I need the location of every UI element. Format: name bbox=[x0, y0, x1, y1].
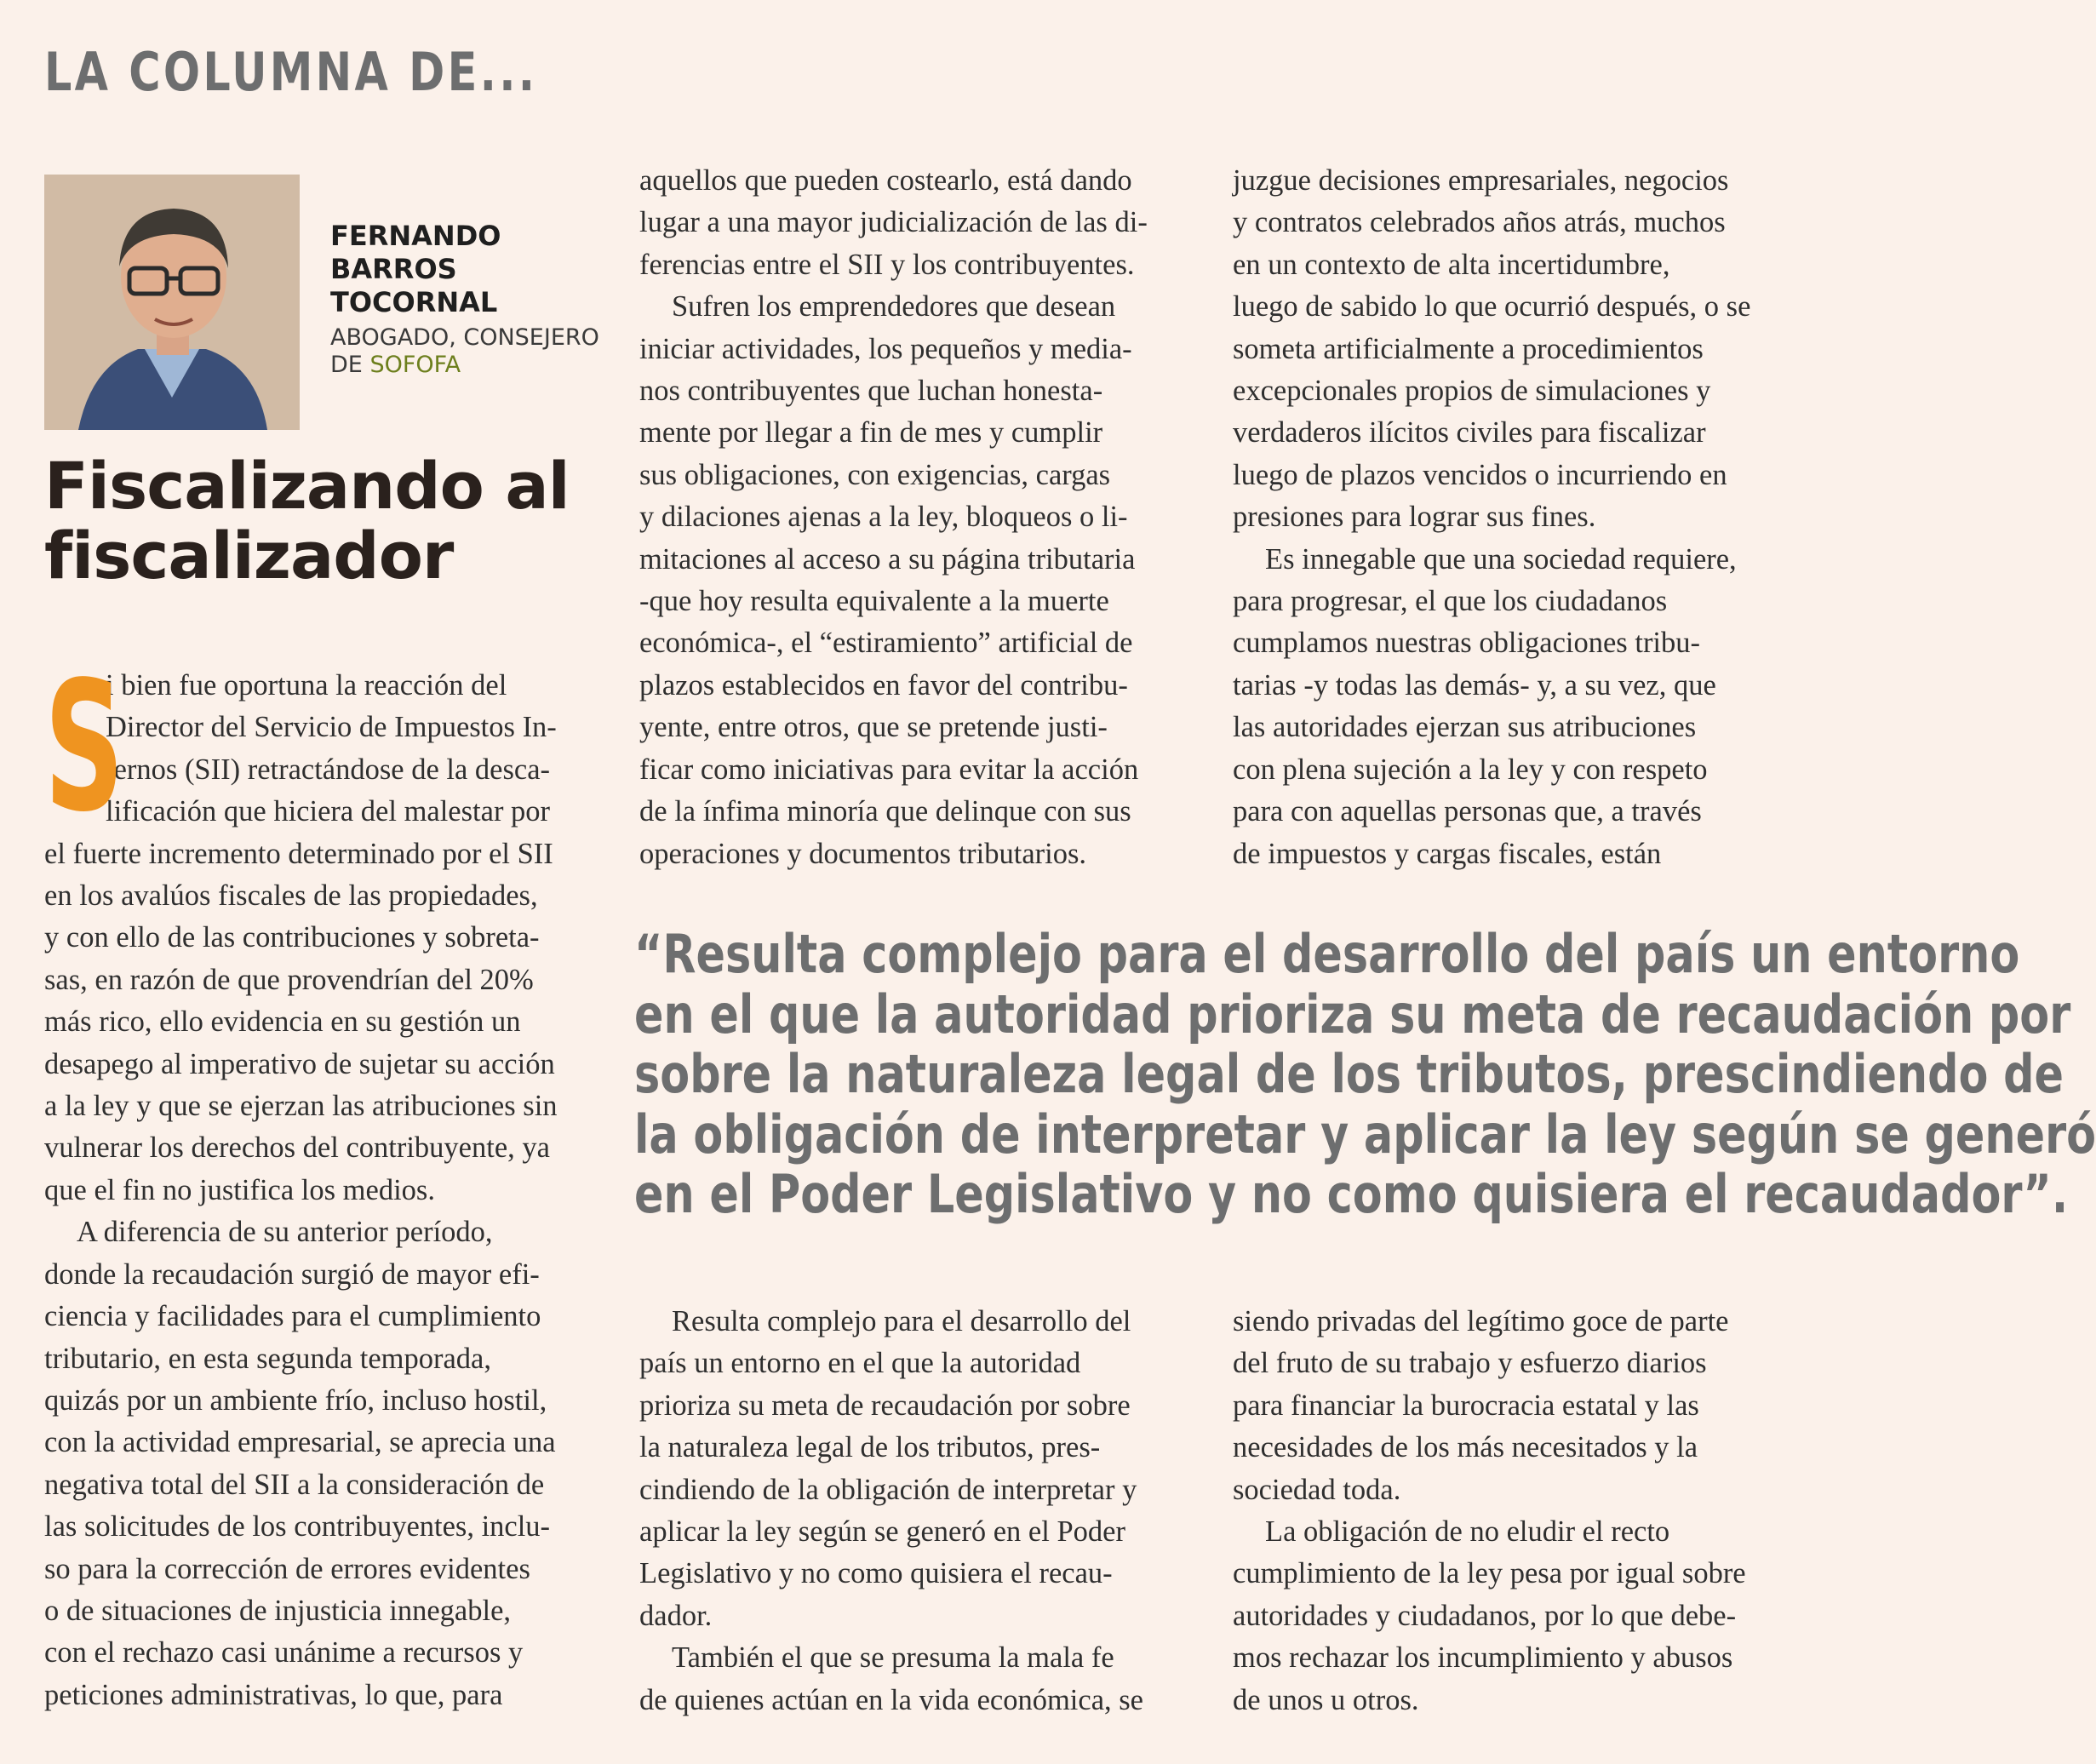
text-line: prioriza su meta de recaudación por sobre bbox=[639, 1389, 1131, 1422]
text-line: y dilaciones ajenas a la ley, bloqueos o li- bbox=[639, 501, 1128, 534]
text-line: luego de plazos vencidos o incurriendo en bbox=[1233, 458, 1727, 491]
text-line: Legislativo y no como quisiera el recau- bbox=[639, 1557, 1113, 1590]
text-line: cindiendo de la obligación de interpretar y bbox=[639, 1473, 1137, 1506]
text-line: en los avalúos fiscales de las propiedades, bbox=[44, 879, 538, 913]
paragraph bbox=[1233, 539, 1786, 875]
author-name bbox=[330, 220, 599, 319]
column-2-bottom bbox=[639, 1301, 1193, 1721]
text-line: de unos u otros. bbox=[1233, 1683, 1419, 1716]
pull-quote-line: “Resulta complejo para el desarrollo del país un entorno bbox=[634, 923, 2020, 985]
text-line: presiones para lograr sus fines. bbox=[1233, 501, 1596, 534]
author-role-line: ABOGADO, CONSEJERO bbox=[330, 324, 599, 351]
paragraph bbox=[639, 1637, 1193, 1721]
paragraph bbox=[44, 1211, 598, 1716]
headline-line: Fiscalizando al bbox=[44, 448, 570, 524]
text-line: las autoridades ejerzan sus atribuciones bbox=[1233, 711, 1697, 744]
byline bbox=[330, 220, 599, 379]
text-line: donde la recaudación surgió de mayor efi- bbox=[44, 1257, 540, 1291]
text-line: con plena sujeción a la ley y con respeto bbox=[1233, 753, 1708, 786]
text-line: mente por llegar a fin de mes y cumplir bbox=[639, 416, 1103, 450]
text-line: excepcionales propios de simulaciones y bbox=[1233, 375, 1711, 408]
text-line: ficar como iniciativas para evitar la acción bbox=[639, 753, 1139, 786]
text-line: en un contexto de alta incertidumbre, bbox=[1233, 248, 1670, 281]
text-line: plazos establecidos en favor del contribu- bbox=[639, 668, 1128, 702]
text-line: que el fin no justifica los medios. bbox=[44, 1173, 435, 1206]
paragraph bbox=[639, 160, 1193, 286]
drop-cap: S bbox=[44, 643, 124, 851]
author-photo bbox=[44, 175, 300, 430]
paragraph bbox=[639, 286, 1193, 875]
text-line: de quienes actúan en la vida económica, se bbox=[639, 1683, 1143, 1716]
text-line: so para la corrección de errores evidentes bbox=[44, 1552, 530, 1585]
text-line: a la ley y que se ejerzan las atribuciones sin bbox=[44, 1090, 558, 1123]
text-line: quizás por un ambiente frío, incluso hostil, bbox=[44, 1383, 547, 1417]
text-line: cumplamos nuestras obligaciones tribu- bbox=[1233, 627, 1701, 660]
text-line: del fruto de su trabajo y esfuerzo diarios bbox=[1233, 1347, 1707, 1380]
text-line: o de situaciones de injusticia innegable, bbox=[44, 1594, 512, 1627]
section-label: LA COLUMNA DE... bbox=[44, 41, 538, 103]
text-line: Resulta complejo para el desarrollo del bbox=[672, 1305, 1131, 1337]
text-line: ferencias entre el SII y los contribuyentes. bbox=[639, 248, 1135, 281]
text-line: de la ínfima minoría que delinque con sus bbox=[639, 795, 1131, 828]
author-portrait-image bbox=[44, 175, 300, 430]
text-line: desapego al imperativo de sujetar su acción bbox=[44, 1047, 555, 1080]
author-role bbox=[330, 324, 599, 379]
text-line: más rico, ello evidencia en su gestión un bbox=[44, 1005, 521, 1039]
text-line: mos rechazar los incumplimiento y abusos bbox=[1233, 1641, 1733, 1675]
text-line: juzgue decisiones empresariales, negocios bbox=[1233, 164, 1729, 197]
text-line: sus obligaciones, con exigencias, cargas bbox=[639, 458, 1111, 491]
text-line: i bien fue oportuna la reacción del bbox=[106, 669, 507, 702]
text-line: La obligación de no eludir el recto bbox=[1265, 1515, 1670, 1549]
text-line: con el rechazo casi unánime a recursos y bbox=[44, 1636, 524, 1670]
text-line: económica-, el “estiramiento” artificial de bbox=[639, 627, 1133, 660]
text-line: luego de sabido lo que ocurrió después, o se bbox=[1233, 290, 1751, 324]
text-line: para progresar, el que los ciudadanos bbox=[1233, 585, 1668, 618]
text-line: iniciar actividades, los pequeños y media- bbox=[639, 332, 1132, 365]
text-line: ciencia y facilidades para el cumplimiento bbox=[44, 1300, 541, 1333]
text-line: verdaderos ilícitos civiles para fiscalizar bbox=[1233, 416, 1706, 450]
text-line: aplicar la ley según se generó en el Poder bbox=[639, 1515, 1125, 1549]
pull-quote-line: sobre la naturaleza legal de los tributos, prescindiendo de bbox=[634, 1043, 2065, 1105]
text-line: Director del Servicio de Impuestos In- bbox=[106, 711, 557, 744]
column-3-bottom bbox=[1233, 1301, 1786, 1721]
text-line: necesidades de los más necesitados y la bbox=[1233, 1431, 1698, 1464]
text-line: yente, entre otros, que se pretende justi- bbox=[639, 711, 1108, 744]
text-line: nos contribuyentes que luchan honesta- bbox=[639, 375, 1103, 408]
text-line: lugar a una mayor judicialización de las di- bbox=[639, 206, 1148, 239]
text-line: y contratos celebrados años atrás, muchos bbox=[1233, 206, 1726, 239]
column-1 bbox=[44, 643, 598, 1716]
paragraph bbox=[639, 1301, 1193, 1637]
pull-quote bbox=[634, 923, 2096, 1225]
pull-quote-line: la obligación de interpretar y aplicar la ley según se generó bbox=[634, 1102, 2096, 1166]
text-line: cumplimiento de la ley pesa por igual sobre bbox=[1233, 1557, 1746, 1590]
paragraph bbox=[1233, 160, 1786, 539]
text-line: con la actividad empresarial, se aprecia una bbox=[44, 1426, 556, 1459]
author-role-prefix: DE bbox=[330, 352, 370, 378]
text-line: para financiar la burocracia estatal y las bbox=[1233, 1389, 1699, 1422]
text-line: autoridades y ciudadanos, por lo que debe- bbox=[1233, 1599, 1737, 1632]
text-line: las solicitudes de los contribuyentes, inclu- bbox=[44, 1510, 551, 1544]
text-line: tarias -y todas las demás- y, a su vez, que bbox=[1233, 668, 1716, 702]
text-line: También el que se presuma la mala fe bbox=[672, 1641, 1114, 1675]
author-name-line: TOCORNAL bbox=[330, 286, 498, 318]
text-line: Es innegable que una sociedad requiere, bbox=[1265, 542, 1737, 576]
text-line: someta artificialmente a procedimientos bbox=[1233, 332, 1704, 365]
headline bbox=[44, 448, 570, 593]
author-name-line: FERNANDO bbox=[330, 220, 501, 252]
text-line: sociedad toda. bbox=[1233, 1473, 1401, 1506]
text-line: aquellos que pueden costearlo, está dando bbox=[639, 164, 1132, 197]
text-line: ternos (SII) retractándose de la desca- bbox=[106, 753, 551, 786]
text-line: mitaciones al acceso a su página tributaria bbox=[639, 542, 1136, 576]
paragraph bbox=[44, 833, 598, 1212]
text-line: -que hoy resulta equivalente a la muerte bbox=[639, 585, 1109, 618]
author-role-line bbox=[330, 352, 599, 379]
text-line: para con aquellas personas que, a través bbox=[1233, 795, 1702, 828]
text-line: país un entorno en el que la autoridad bbox=[639, 1347, 1081, 1380]
paragraph bbox=[1233, 1301, 1786, 1511]
paragraph bbox=[1233, 1511, 1786, 1721]
text-line: sas, en razón de que provendrían del 20% bbox=[44, 963, 534, 996]
text-line: operaciones y documentos tributarios. bbox=[639, 837, 1087, 870]
text-line: dador. bbox=[639, 1599, 713, 1632]
pull-quote-line: en el que la autoridad prioriza su meta de recaudación por bbox=[634, 982, 2071, 1045]
text-line: tributario, en esta segunda temporada, bbox=[44, 1342, 491, 1375]
dropcap-lines bbox=[44, 643, 598, 851]
text-line: la naturaleza legal de los tributos, pres- bbox=[639, 1431, 1101, 1464]
text-line: el fuerte incremento determinado por el SII bbox=[44, 837, 553, 870]
text-line: de impuestos y cargas fiscales, están bbox=[1233, 837, 1662, 870]
text-line: peticiones administrativas, lo que, para bbox=[44, 1678, 503, 1711]
text-line: y con ello de las contribuciones y sobreta- bbox=[44, 921, 540, 954]
column-2-top bbox=[639, 160, 1193, 875]
text-line: vulnerar los derechos del contribuyente, ya bbox=[44, 1131, 550, 1165]
pull-quote-line: en el Poder Legislativo y no como quisiera el recaudador”. bbox=[634, 1163, 2069, 1225]
text-line: Sufren los emprendedores que desean bbox=[672, 290, 1116, 324]
author-role-highlight: SOFOFA bbox=[369, 352, 461, 378]
text-line: negativa total del SII a la consideración de bbox=[44, 1468, 545, 1501]
text-line: siendo privadas del legítimo goce de parte bbox=[1233, 1305, 1729, 1337]
headline-line: fiscalizador bbox=[44, 518, 454, 593]
column-3-top bbox=[1233, 160, 1786, 875]
text-line: lificación que hiciera del malestar por bbox=[106, 795, 551, 828]
author-name-line: BARROS bbox=[330, 253, 457, 285]
text-line: A diferencia de su anterior período, bbox=[77, 1216, 493, 1249]
